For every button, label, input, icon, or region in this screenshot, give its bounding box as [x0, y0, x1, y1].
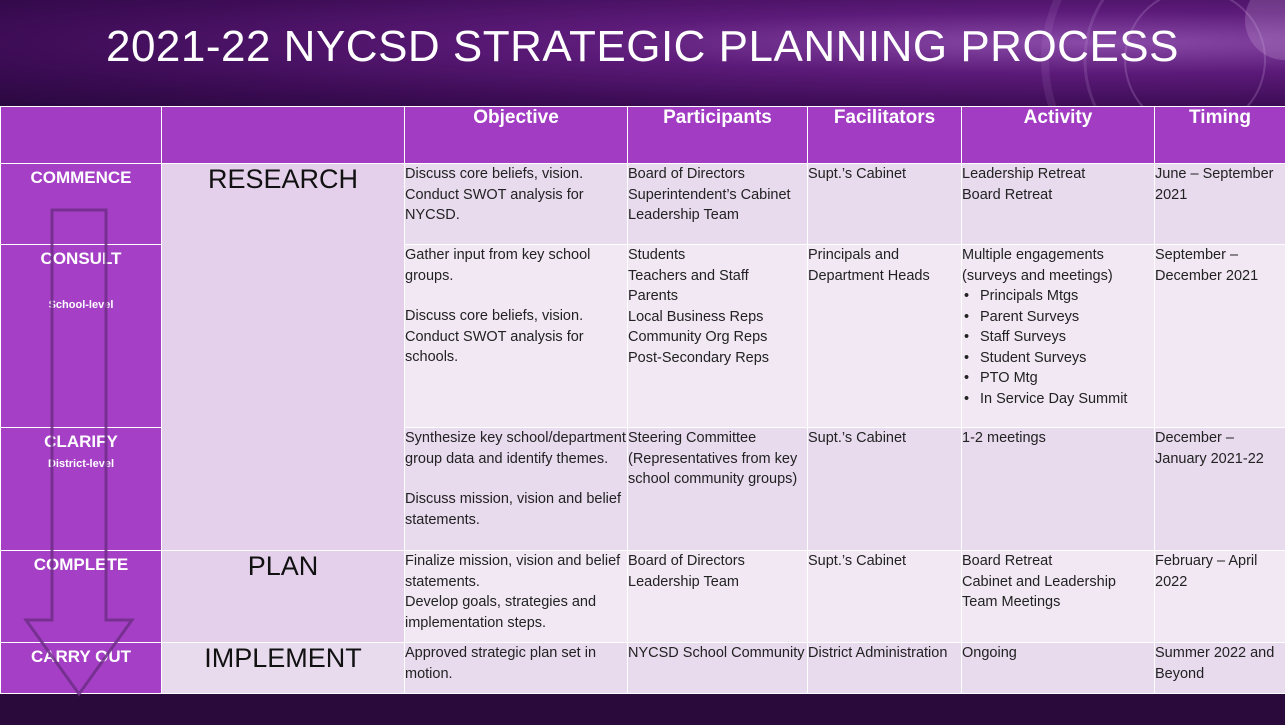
planning-table [0, 106, 1285, 694]
list-item: • Student Surveys [980, 348, 1154, 369]
table-row [1, 551, 1285, 643]
stage-commence: COMMENCE [1, 164, 162, 245]
header-timing: Timing [1155, 107, 1285, 164]
phase-plan: PLAN [162, 551, 405, 643]
timing-cell: February – April 2022 [1155, 551, 1285, 643]
facilitators-cell: Supt.’s Cabinet [808, 428, 962, 551]
facilitators-cell: Supt.’s Cabinet [808, 551, 962, 643]
header-activity: Activity [962, 107, 1155, 164]
stage-carry-out: CARRY OUT [1, 643, 162, 694]
activity-cell: 1-2 meetings [962, 428, 1155, 551]
participants-cell: NYCSD School Community [628, 643, 808, 694]
objective-cell: Synthesize key school/department group data and identify themes. Discuss mission, vision and belief statements. [405, 428, 628, 551]
objective-cell: Finalize mission, vision and belief statements. Develop goals, strategies and implementation steps. [405, 551, 628, 643]
table-row [1, 643, 1285, 694]
timing-cell: September – December 2021 [1155, 245, 1285, 428]
header-row [1, 107, 1285, 164]
facilitators-cell: Supt.’s Cabinet [808, 164, 962, 245]
activity-cell: Multiple engagements (surveys and meetings) • Principals Mtgs • Parent Surveys • Staff Surveys • Student Surveys • PTO Mtg • In Service Day Summit [962, 245, 1155, 428]
activity-cell: Ongoing [962, 643, 1155, 694]
participants-cell: Students Teachers and Staff Parents Local Business Reps Community Org Reps Post-Secondary Reps [628, 245, 808, 428]
stage-consult: CONSULT School-level [1, 245, 162, 428]
list-item: • Parent Surveys [980, 307, 1154, 328]
timing-cell: Summer 2022 and Beyond [1155, 643, 1285, 694]
objective-cell: Approved strategic plan set in motion. [405, 643, 628, 694]
header-stage-blank [1, 107, 162, 164]
list-item: • In Service Day Summit [980, 389, 1154, 410]
activity-cell: Leadership Retreat Board Retreat [962, 164, 1155, 245]
page-title: 2021-22 NYCSD STRATEGIC PLANNING PROCESS [105, 22, 1180, 71]
table-row [1, 164, 1285, 245]
objective-cell: Gather input from key school groups. Discuss core beliefs, vision. Conduct SWOT analysis for schools. [405, 245, 628, 428]
title-banner [0, 0, 1285, 106]
activity-cell: Board Retreat Cabinet and Leadership Team Meetings [962, 551, 1155, 643]
phase-implement: IMPLEMENT [162, 643, 405, 694]
facilitators-cell: Principals and Department Heads [808, 245, 962, 428]
header-participants: Participants [628, 107, 808, 164]
participants-cell: Board of Directors Leadership Team [628, 551, 808, 643]
objective-cell: Discuss core beliefs, vision. Conduct SWOT analysis for NYCSD. [405, 164, 628, 245]
stage-clarify: CLARIFY District-level [1, 428, 162, 551]
list-item: • Principals Mtgs [980, 286, 1154, 307]
timing-cell: June – September 2021 [1155, 164, 1285, 245]
participants-cell: Board of Directors Superintendent’s Cabinet Leadership Team [628, 164, 808, 245]
header-phase-blank [162, 107, 405, 164]
facilitators-cell: District Administration [808, 643, 962, 694]
header-objective: Objective [405, 107, 628, 164]
stage-complete: COMPLETE [1, 551, 162, 643]
list-item: • PTO Mtg [980, 368, 1154, 389]
timing-cell: December – January 2021-22 [1155, 428, 1285, 551]
list-item: • Staff Surveys [980, 327, 1154, 348]
participants-cell: Steering Committee (Representatives from key school community groups) [628, 428, 808, 551]
header-facilitators: Facilitators [808, 107, 962, 164]
phase-research: RESEARCH [162, 164, 405, 551]
